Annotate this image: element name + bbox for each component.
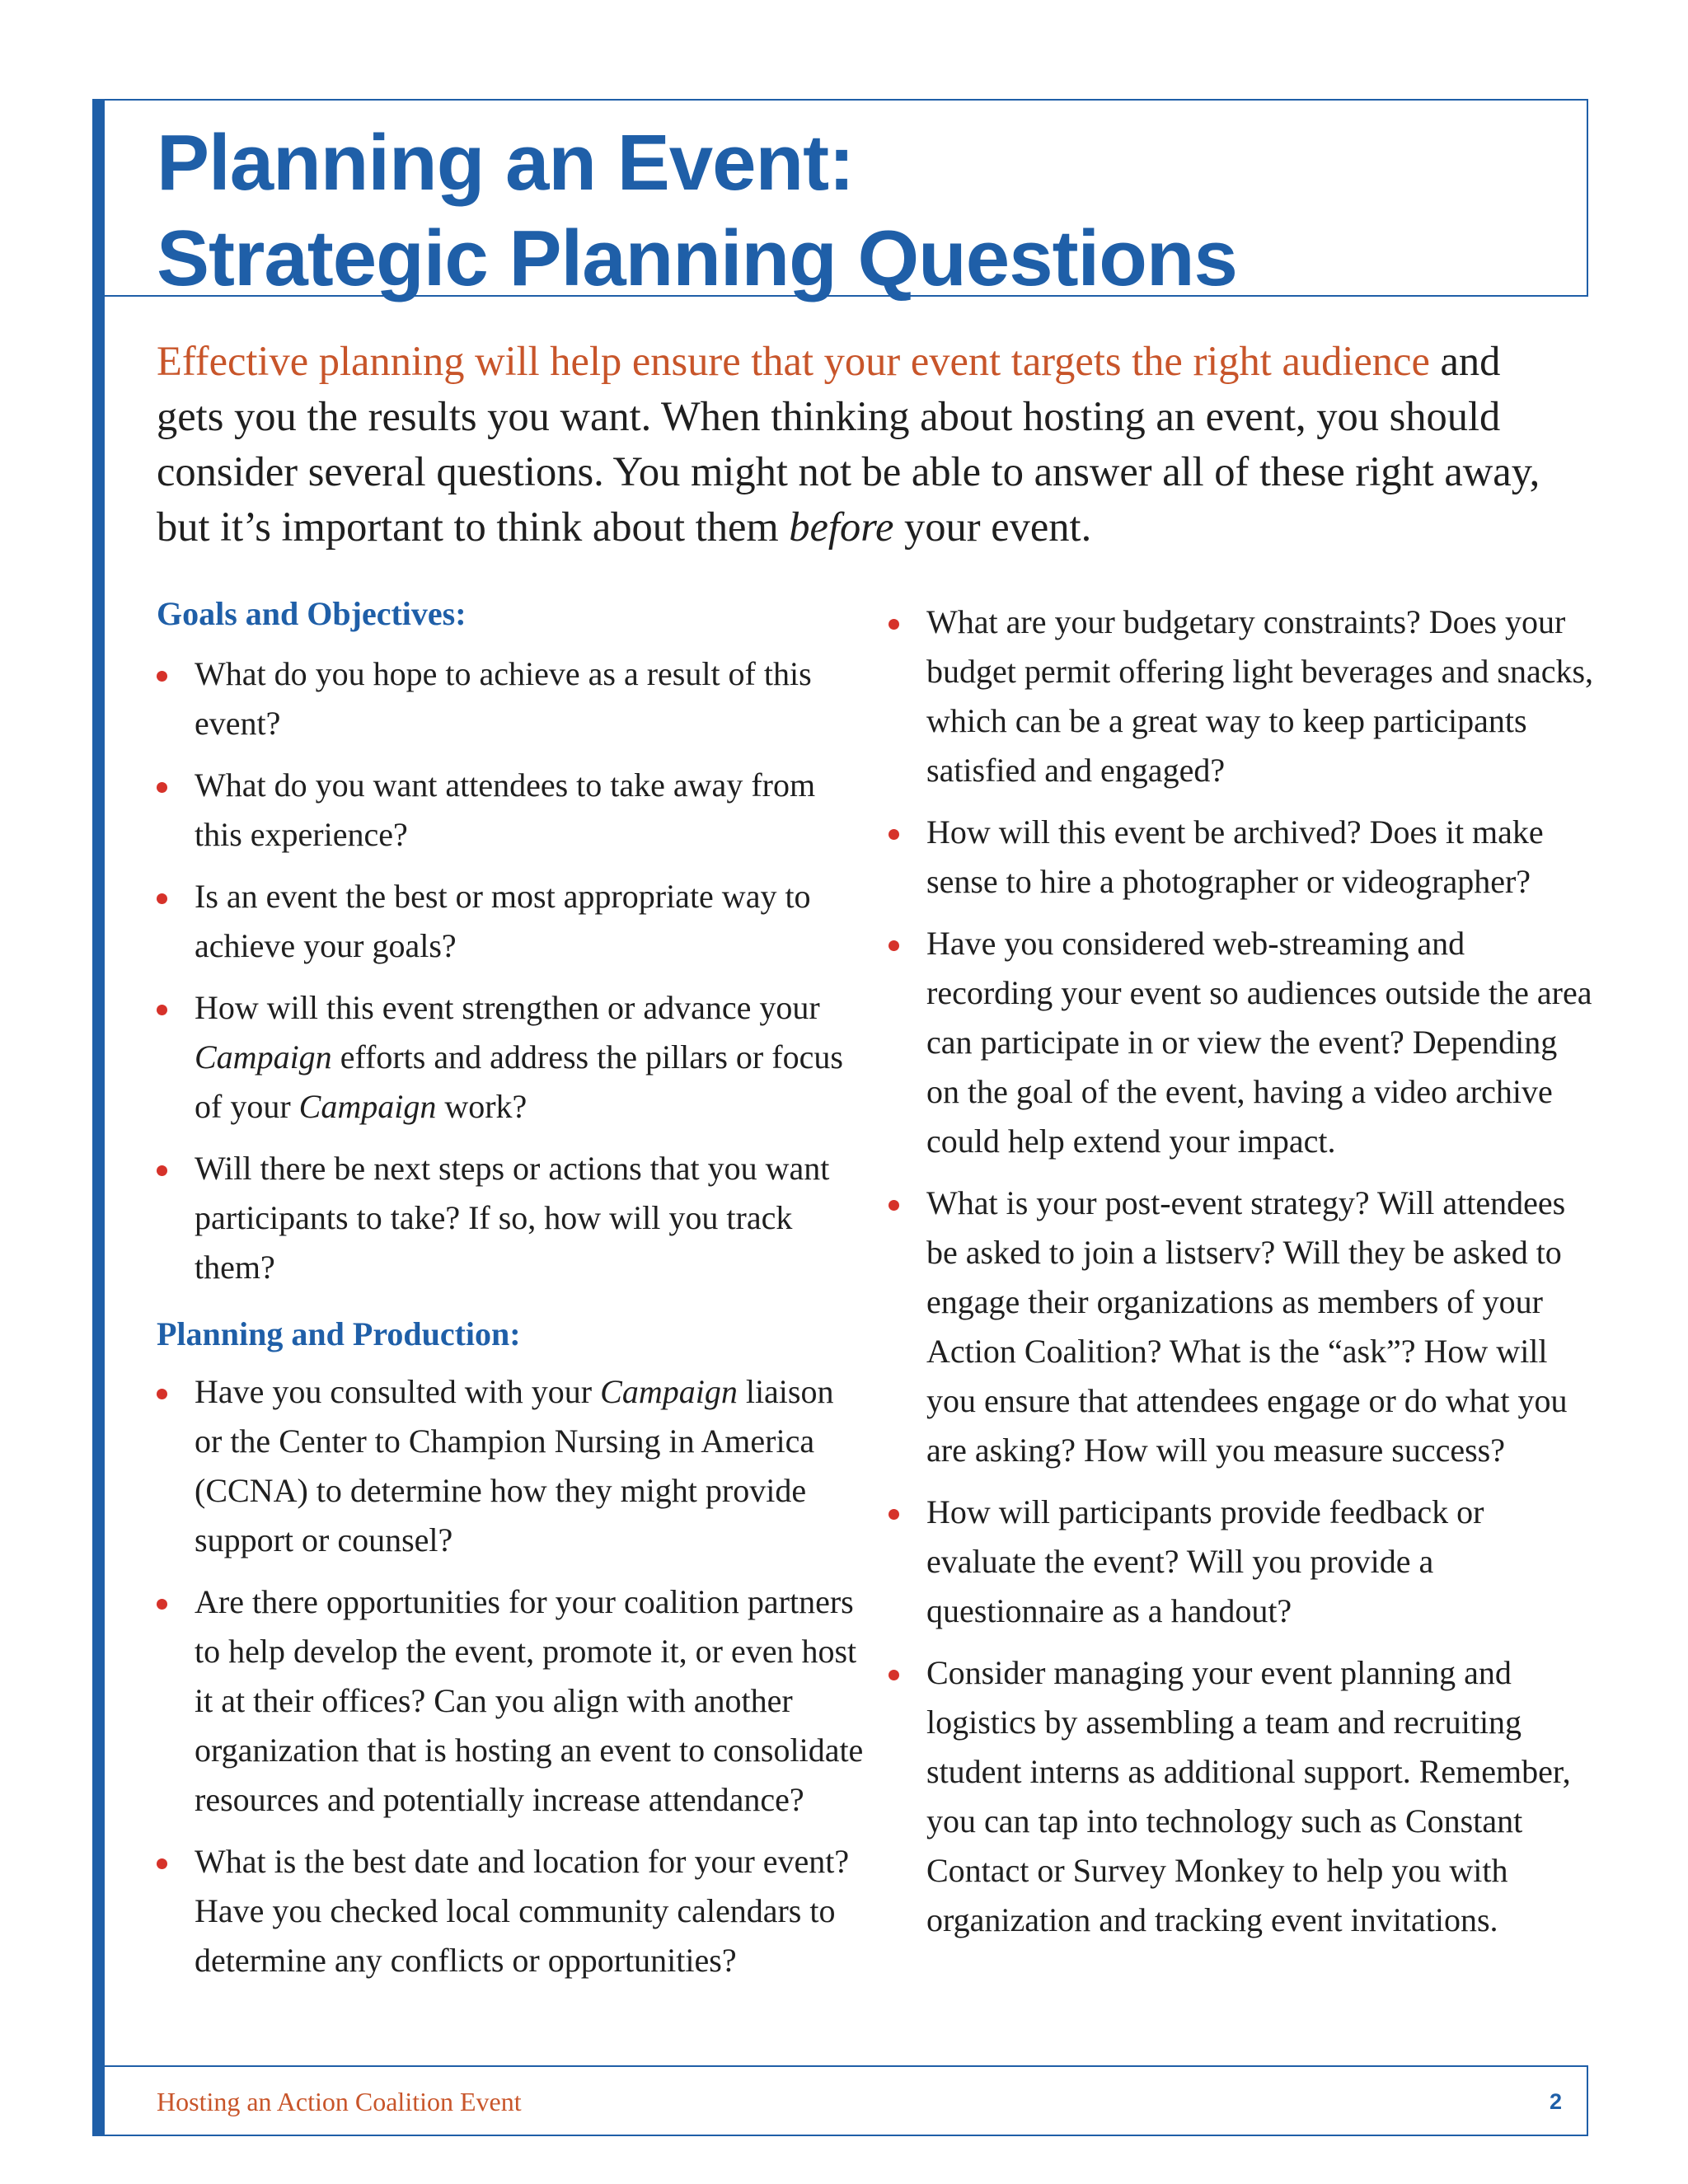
left-column bbox=[157, 593, 865, 1985]
list-item bbox=[889, 1488, 1597, 1636]
list-item-text: What do you hope to achieve as a result of this event? bbox=[195, 655, 812, 742]
list-item bbox=[157, 1837, 865, 1985]
page-title bbox=[157, 115, 1237, 307]
list-item-text: work? bbox=[436, 1088, 528, 1125]
list-item bbox=[157, 1144, 865, 1292]
page-title-line-2: Strategic Planning Questions bbox=[157, 214, 1237, 302]
list-item-emphasis: Campaign bbox=[195, 1038, 332, 1076]
list-item bbox=[889, 598, 1597, 795]
list-item-text: Have you consulted with your bbox=[195, 1373, 601, 1410]
intro-emphasis: before bbox=[789, 504, 894, 550]
list-item bbox=[889, 1648, 1597, 1945]
list-item-text: How will this event be archived? Does it make sense to hire a photographer or videographer? bbox=[926, 813, 1544, 900]
right-column bbox=[889, 598, 1597, 1945]
goals-list bbox=[157, 649, 865, 1292]
list-item bbox=[157, 872, 865, 971]
list-item-text: Will there be next steps or actions that you want participants to take? If so, how will you track them? bbox=[195, 1150, 830, 1286]
list-item-text: How will this event strengthen or advance your bbox=[195, 989, 820, 1026]
planning-list bbox=[157, 1367, 865, 1985]
list-item-text: Are there opportunities for your coalition partners to help develop the event, promote it, or even host it at their offices? Can you align with another organization that is hosting an event to consolidate resources and potentially increase attendance? bbox=[195, 1583, 864, 1818]
list-item-text: What is the best date and location for your event? Have you checked local community calendars to determine any conflicts or opportunities? bbox=[195, 1843, 850, 1979]
list-item-text: How will participants provide feedback or evaluate the event? Will you provide a questionnaire as a handout? bbox=[926, 1493, 1484, 1629]
page-title-line-1: Planning an Event: bbox=[157, 119, 855, 207]
list-item bbox=[157, 1367, 865, 1565]
list-item bbox=[157, 983, 865, 1132]
intro-text-2: your event. bbox=[893, 504, 1092, 550]
list-item bbox=[157, 1577, 865, 1825]
left-accent-bar bbox=[92, 99, 105, 2136]
right-list bbox=[889, 598, 1597, 1945]
list-item bbox=[889, 808, 1597, 907]
list-item-text: What are your budgetary constraints? Does your budget permit offering light beverages and snacks, which can be a great way to keep participants satisfied and engaged? bbox=[926, 603, 1594, 789]
list-item bbox=[157, 761, 865, 860]
list-item-emphasis: Campaign bbox=[298, 1088, 437, 1125]
list-item-text: Consider managing your event planning and logistics by assembling a team and recruiting student interns as additional support. Remember, you can tap into technology such as Constant Contact or Survey Monkey to help you with organization and tracking event invitations. bbox=[926, 1654, 1571, 1938]
intro-text-1: and gets you the results you want. When thinking about hosting an event, you should consider several questions. You might not be able to answer all of these right away, but it’s important to think about them bbox=[157, 338, 1540, 550]
intro-highlight: Effective planning will help ensure that your event targets the right audience bbox=[157, 338, 1430, 384]
list-item-text: efforts and address the pillars or focus of your bbox=[195, 1038, 843, 1125]
list-item-emphasis: Campaign bbox=[600, 1373, 738, 1410]
list-item-text: What is your post-event strategy? Will attendees be asked to join a listserv? Will they be asked to engage their organizations as members of your Action Coalition? What is the “ask”? How will you ensure that attendees engage or do what you are asking? How will you measure success? bbox=[926, 1184, 1568, 1469]
page-number: 2 bbox=[1550, 2089, 1563, 2114]
list-item-text: What do you want attendees to take away from this experience? bbox=[195, 766, 816, 853]
list-item-text: liaison or the Center to Champion Nursing in America (CCNA) to determine how they might provide support or counsel? bbox=[195, 1373, 834, 1558]
intro-paragraph bbox=[157, 334, 1574, 555]
list-item-text: Have you considered web-streaming and recording your event so audiences outside the area can participate in or view the event? Depending on the goal of the event, having a video archive could help extend your impact. bbox=[926, 925, 1592, 1160]
list-item bbox=[889, 1179, 1597, 1475]
list-item-text: Is an event the best or most appropriate way to achieve your goals? bbox=[195, 878, 811, 964]
goals-heading: Goals and Objectives: bbox=[157, 595, 467, 632]
list-item bbox=[889, 919, 1597, 1166]
footer-title: Hosting an Action Coalition Event bbox=[157, 2087, 522, 2116]
planning-heading: Planning and Production: bbox=[157, 1315, 521, 1352]
list-item bbox=[157, 649, 865, 748]
